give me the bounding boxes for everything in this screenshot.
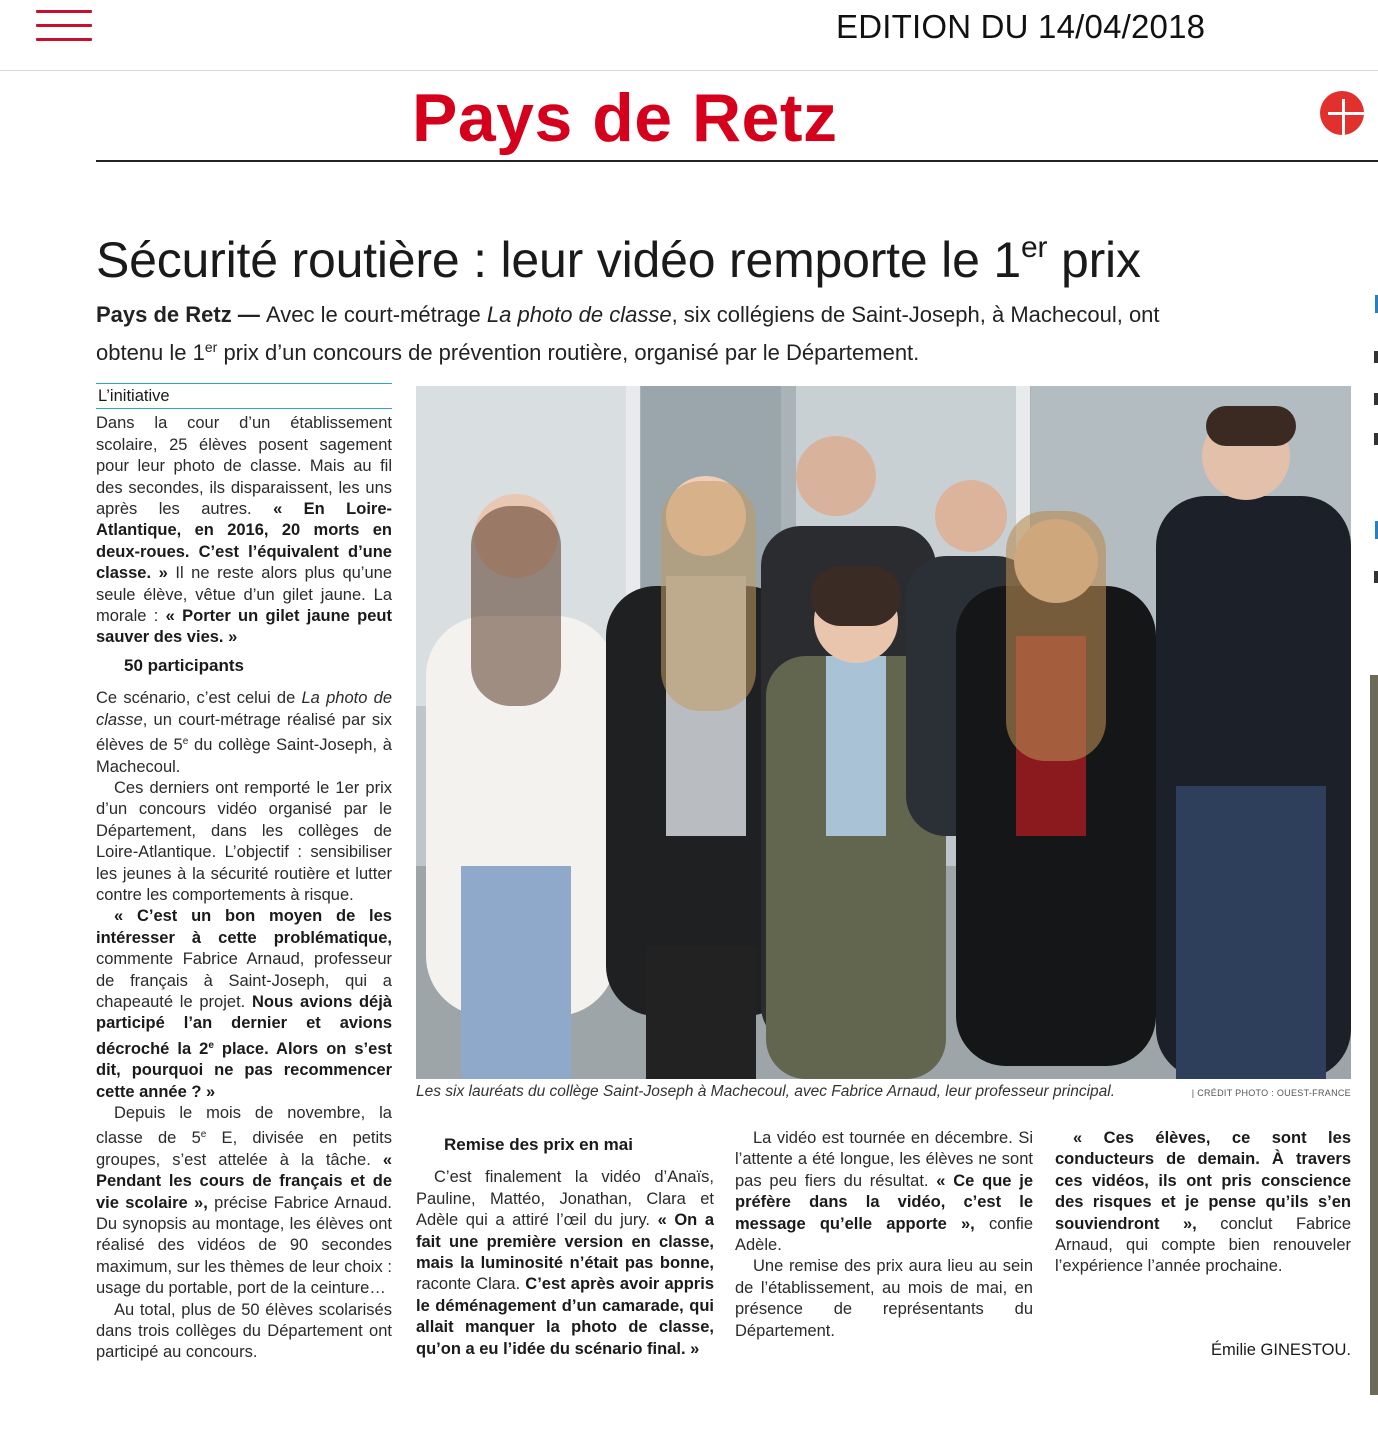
photo-caption: Les six lauréats du collège Saint-Joseph à Machecoul, avec Fabrice Arnaud, leur professeur principal. | CRÉDIT PHOTO : OUEST-FRANCE	[416, 1083, 1351, 1100]
edition-date: EDITION DU 14/04/2018	[836, 8, 1206, 45]
paragraph: Au total, plus de 50 élèves scolarisés dans trois collèges du Département ont participé au concours.	[96, 1300, 392, 1362]
paragraph: Une remise des prix aura lieu au sein de l’établissement, au mois de mai, en présence de représentants du Département.	[735, 1257, 1033, 1340]
paragraph: La vidéo est tournée en décembre. Si l’attente a été longue, les élèves ne sont pas peu fiers du résultat. « Ce que je préfère dans la vidéo, c’est le message qu’elle apporte », confie Adèle.	[735, 1129, 1033, 1255]
adjacent-article-edge	[1362, 211, 1378, 1432]
article-photo	[416, 386, 1351, 1079]
group-photo-illustration	[416, 386, 1351, 1079]
paragraph: « C’est un bon moyen de les intéresser à cette problématique, commente Fabrice Arnaud, professeur de français à Saint-Joseph, qui a chapeauté le projet. Nous avions déjà participé l’an dernier et avions décroché la 2e place. Alors on s’est dit, pourquoi ne pas recommencer cette année ? »	[96, 907, 392, 1101]
subheading: 50 participants	[124, 655, 244, 675]
article-standfirst: Pays de Retz — Avec le court-métrage La photo de classe, six collégiens de Saint-Joseph, à Machecoul, ont obtenu le 1er prix d’un concours de prévention routière, organisé par le Département.	[96, 302, 1160, 365]
paragraph: C’est finalement la vidéo d’Anaïs, Pauline, Mattéo, Jonathan, Clara et Adèle qui a attiré l’œil du jury. « On a fait une première version en classe, mais la luminosité n’était pas bonne, raconte Clara. C’est après avoir appris le déménagement d’un camarade, qui allait manquer la photo de classe, qu’on a eu l’idée du scénario final. »	[416, 1168, 714, 1358]
article-column-1	[96, 383, 392, 1364]
article-headline: Sécurité routière : leur vidéo remporte le 1er prix	[96, 231, 1141, 288]
paragraph: Ce scénario, c’est celui de La photo de classe, un court-métrage réalisé par six élèves de 5e du collège Saint-Joseph, à Machecoul.	[96, 689, 392, 776]
article-signature: Émilie GINESTOU.	[1211, 1341, 1351, 1359]
hamburger-menu-icon[interactable]	[36, 10, 92, 42]
article-column-3	[735, 1128, 1033, 1428]
top-bar	[0, 0, 1378, 71]
paragraph: Ces derniers ont remporté le 1er prix d’un concours vidéo organisé par le Département, dans les collèges de Loire-Atlantique. L’objectif : sensibiliser les jeunes à la sécurité routière et lutter contre les comportements à risque.	[96, 778, 392, 904]
ouest-france-logo-icon	[1320, 91, 1364, 135]
article-kicker: L’initiative	[96, 383, 392, 409]
paragraph: Depuis le mois de novembre, la classe de 5e E, divisée en petits groupes, s’est attelée à la tâche. « Pendant les cours de français et de vie scolaire », précise Fabrice Arnaud. Du synopsis au montage, les élèves ont réalisé des vidéos de 90 secondes maximum, sur les thèmes de leur choix : usage du portable, port de la ceinture…	[96, 1104, 392, 1298]
section-divider	[96, 160, 1378, 162]
paragraph: Dans la cour d’un établissement scolaire, 25 élèves posent sagement pour leur photo de classe. Mais au fil des secondes, ils disparaissent, les uns après les autres. « En Loire-Atlantique, en 2016, 20 morts en deux-roues. C’est l’équivalent d’une classe. » Il ne reste alors plus qu’une seule élève, vêtue d’un gilet jaune. La morale : « Porter un gilet jaune peut sauver des vies. »	[96, 414, 393, 647]
article-column-2	[416, 1128, 714, 1428]
photo-credit: | CRÉDIT PHOTO : OUEST-FRANCE	[1191, 1088, 1351, 1098]
paragraph: « Ces élèves, ce sont les conducteurs de demain. À travers ces vidéos, ils ont pris conscience des risques et je pense qu’ils s’en souviendront », conclut Fabrice Arnaud, qui compte bien renouveler l’expérience l’année prochaine.	[1055, 1129, 1351, 1276]
subheading: Remise des prix en mai	[444, 1135, 633, 1154]
article-column-4	[1055, 1128, 1351, 1428]
newspaper-page[interactable]	[0, 71, 1378, 1432]
section-title: Pays de Retz	[412, 80, 838, 156]
